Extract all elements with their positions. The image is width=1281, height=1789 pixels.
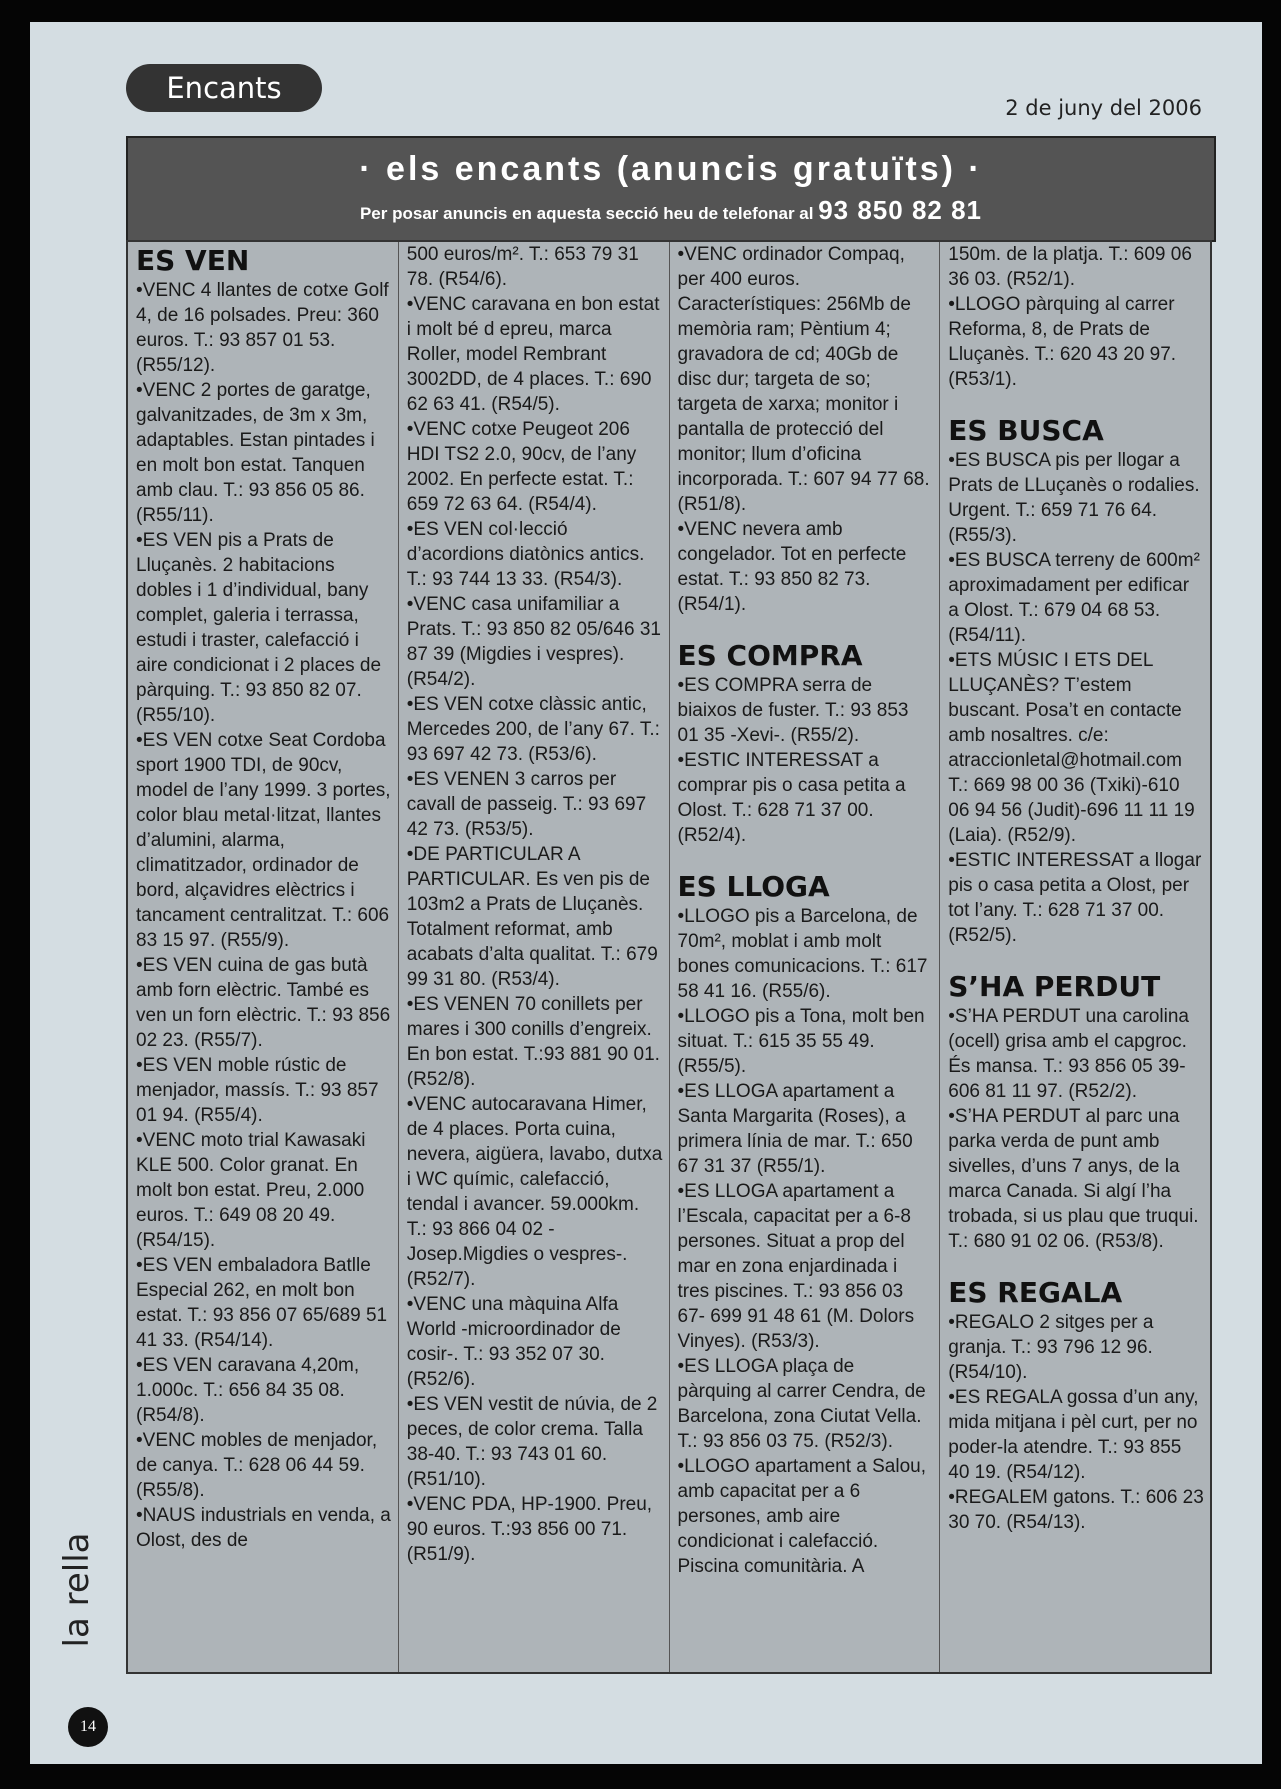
- classified-ad: •VENC moto trial Kawasaki KLE 500. Color granat. En molt bon estat. Preu, 2.000 euros. T.: 649 08 20 49. (R54/15).: [136, 1130, 366, 1251]
- section-heading: ES BUSCA: [948, 414, 1104, 447]
- classified-ad: •REGALEM gatons. T.: 606 23 30 70. (R54/13).: [948, 1487, 1204, 1533]
- section-heading: S’HA PERDUT: [948, 970, 1161, 1003]
- classified-ad: •VENC cotxe Peugeot 206 HDI TS2 2.0, 90cv, de l’any 2002. En perfecte estat. T.: 659 72 63 64. (R54/4).: [406, 419, 637, 515]
- classified-ad: •LLOGO apartament a Salou, amb capacitat per a 6 persones, amb aire condicionat i calefacció. Piscina comunitària. A: [677, 1456, 927, 1577]
- classified-ad: •VENC 2 portes de garatge, galvanitzades, de 3m x 3m, adaptables. Estan pintades i en molt bon estat. Tanquen amb clau. T.: 93 856 05 86. (R55/11).: [136, 380, 375, 526]
- classifieds-columns: [126, 240, 1212, 1674]
- classified-ad: •ES VEN col·lecció d’acordions diatònics antics. T.: 93 744 13 33. (R54/3).: [406, 519, 645, 590]
- classified-ad: •ES VEN vestit de núvia, de 2 peces, de color crema. Talla 38-40. T.: 93 743 01 60. (R51/10).: [406, 1394, 658, 1490]
- classified-ad: •ES LLOGA apartament a l’Escala, capacitat per a 6-8 persones. Situat a prop del mar en zona enjardinada i tres piscines. T.: 93 856 03 67- 699 91 48 61 (M. Dolors Vinyes). (R53/3).: [677, 1181, 915, 1352]
- classified-ad: •ES VEN cotxe clàssic antic, Mercedes 200, de l’any 67. T.: 93 697 42 73. (R53/6).: [406, 694, 660, 765]
- classified-ad: •VENC caravana en bon estat i molt bé d epreu, marca Roller, model Rembrant 3002DD, de 4 places. T.: 690 62 63 41. (R54/5).: [406, 294, 660, 415]
- classified-ad: •S’HA PERDUT una carolina (ocell) grisa amb el capgroc. És mansa. T.: 93 856 05 39-606 81 11 97. (R52/2).: [948, 1006, 1189, 1102]
- section-heading: ES REGALA: [948, 1276, 1123, 1309]
- column-2: [399, 242, 670, 1672]
- classified-ad: •VENC PDA, HP-1900. Preu, 90 euros. T.:93 856 00 71. (R51/9).: [406, 1494, 653, 1565]
- classified-ad: •ES VENEN 3 carros per cavall de passeig. T.: 93 697 42 73. (R53/5).: [406, 769, 647, 840]
- classified-ad: •VENC nevera amb congelador. Tot en perfecte estat. T.: 93 850 82 73. (R54/1).: [677, 519, 907, 615]
- banner: [126, 136, 1216, 242]
- banner-subtitle: [128, 195, 1214, 226]
- classified-ad: •REGALO 2 sitges per a granja. T.: 93 796 12 96. (R54/10).: [948, 1312, 1154, 1383]
- classified-ad: •ES COMPRA serra de biaixos de fuster. T.: 93 853 01 35 -Xevi-. (R55/2).: [677, 675, 909, 746]
- section-tab: Encants: [126, 64, 322, 112]
- banner-subtitle-text: Per posar anuncis en aquesta secció heu de telefonar al: [359, 204, 814, 223]
- classified-ad: •LLOGO pàrquing al carrer Reforma, 8, de Prats de Lluçanès. T.: 620 43 20 97. (R53/1).: [948, 294, 1177, 390]
- section-heading: ES LLOGA: [677, 870, 830, 903]
- classified-ad: •ES VEN pis a Prats de Lluçanès. 2 habitacions dobles i 1 d’individual, bany complet, galeria i terrassa, estudi i traster, calefacció i aire condicionat i 2 places de pàrquing. T.: 93 850 82 07. (R55/10).: [136, 530, 382, 726]
- classified-ad: •ES REGALA gossa d’un any, mida mitjana i pèl curt, per no poder-la atendre. T.: 93 855 40 19. (R54/12).: [948, 1387, 1199, 1483]
- classified-ad: •VENC ordinador Compaq, per 400 euros. Característiques: 256Mb de memòria ram; Pèntium 4; gravadora de cd; 40Gb de disc dur; targeta de so; targeta de xarxa; monitor i pantalla de protecció del monitor; llum d’oficina incorporada. T.: 607 94 77 68. (R51/8).: [677, 244, 930, 515]
- classified-ad: •ES VEN embaladora Batlle Especial 262, en molt bon estat. T.: 93 856 07 65/689 51 41 33. (R54/14).: [136, 1255, 388, 1351]
- classified-ad: •LLOGO pis a Tona, molt ben situat. T.: 615 35 55 49. (R55/5).: [677, 1006, 925, 1077]
- classified-ad: •NAUS industrials en venda, a Olost, des de: [136, 1505, 391, 1551]
- classified-ad: •ETS MÚSIC I ETS DEL LLUÇANÈS? T’estem buscant. Posa’t en contacte amb nosaltres. c/e: atraccionletal@hotmail.com T.: 669 98 00 36 (Txiki)-610 06 94 56 (Judit)-696 11 11 19 (Laia). (R52/9).: [948, 650, 1195, 846]
- classified-ad: •ES BUSCA pis per llogar a Prats de LLuçanès o rodalies. Urgent. T.: 659 71 76 64. (R55/3).: [948, 450, 1200, 546]
- page-number: 14: [68, 1707, 108, 1747]
- classified-ad: •ESTIC INTERESSAT a comprar pis o casa petita a Olost. T.: 628 71 37 00. (R52/4).: [677, 750, 906, 846]
- classified-ad: •DE PARTICULAR A PARTICULAR. Es ven pis de 103m2 a Prats de Lluçanès. Totalment reformat, amb acabats d’alta qualitat. T.: 679 99 31 80. (R53/4).: [406, 844, 658, 990]
- banner-title: · els encants (anuncis gratuïts) ·: [359, 150, 983, 188]
- column-1: [128, 242, 399, 1672]
- page: [30, 22, 1262, 1764]
- section-heading: ES COMPRA: [677, 639, 863, 672]
- classified-ad: •ES VENEN 70 conillets per mares i 300 conills d’engreix. En bon estat. T.:93 881 90 01. (R52/8).: [406, 994, 660, 1090]
- classified-ad: •ES VEN cotxe Seat Cordoba sport 1900 TDI, de 90cv, model de l’any 1999. 3 portes, color blau metal·litzat, llantes d’alumini, alarma, climatitzador, ordinador de bord, alçavidres elèctrics i tancament centralitzat. T.: 606 83 15 97. (R55/9).: [136, 730, 391, 951]
- classified-ad: •VENC 4 llantes de cotxe Golf 4, de 16 polsades. Preu: 360 euros. T.: 93 857 01 53. (R55/12).: [136, 280, 389, 376]
- classified-ad: •ES VEN moble rústic de menjador, massís. T.: 93 857 01 94. (R55/4).: [136, 1055, 379, 1126]
- classified-ad: •S’HA PERDUT al parc una parka verda de punt amb sivelles, d’uns 7 anys, de la marca Canada. Si algí l’ha trobada, si us plau que truqui. T.: 680 91 02 06. (R53/8).: [948, 1106, 1199, 1252]
- classified-ad: •ES BUSCA terreny de 600m² aproximadament per edificar a Olost. T.: 679 04 68 53. (R54/11).: [948, 550, 1200, 646]
- classified-ad: •ES VEN caravana 4,20m, 1.000c. T.: 656 84 35 08. (R54/8).: [136, 1355, 360, 1426]
- classified-ad: 500 euros/m². T.: 653 79 31 78. (R54/6).: [406, 244, 639, 290]
- column-4: [940, 242, 1210, 1672]
- publication-name-text: la rella: [57, 1532, 97, 1648]
- section-heading: ES VEN: [136, 244, 250, 277]
- classified-ad: 150m. de la platja. T.: 609 06 36 03. (R52/1).: [948, 244, 1192, 290]
- classified-ad: •VENC autocaravana Himer, de 4 places. Porta cuina, nevera, aigüera, lavabo, dutxa i WC químic, calefacció, tendal i avancer. 59.000km. T.: 93 866 04 02 -Josep.Migdies o vespres-. (R52/7).: [406, 1094, 663, 1290]
- classified-ad: •ESTIC INTERESSAT a llogar pis o casa petita a Olost, per tot l’any. T.: 628 71 37 00. (R52/5).: [948, 850, 1202, 946]
- classified-ad: •VENC casa unifamiliar a Prats. T.: 93 850 82 05/646 31 87 39 (Migdies i vespres). (R54/2).: [406, 594, 661, 690]
- classified-ad: •VENC una màquina Alfa World -microordinador de cosir-. T.: 93 352 07 30. (R52/6).: [406, 1294, 621, 1390]
- classified-ad: •VENC mobles de menjador, de canya. T.: 628 06 44 59. (R55/8).: [136, 1430, 378, 1501]
- classified-ad: •ES VEN cuina de gas butà amb forn elèctric. També es ven un forn elèctric. T.: 93 856 02 23. (R55/7).: [136, 955, 391, 1051]
- classified-ad: •ES LLOGA plaça de pàrquing al carrer Cendra, de Barcelona, zona Ciutat Vella. T.: 93 856 03 75. (R52/3).: [677, 1356, 926, 1452]
- column-3: [670, 242, 941, 1672]
- publication-name: [52, 1490, 102, 1690]
- classified-ad: •ES LLOGA apartament a Santa Margarita (Roses), a primera línia de mar. T.: 650 67 31 37 (R55/1).: [677, 1081, 913, 1177]
- issue-date: 2 de juny del 2006: [1005, 96, 1202, 120]
- classified-ad: •LLOGO pis a Barcelona, de 70m², moblat i amb molt bones comunicacions. T.: 617 58 41 16. (R55/6).: [677, 906, 928, 1002]
- banner-phone: 93 850 82 81: [818, 195, 983, 225]
